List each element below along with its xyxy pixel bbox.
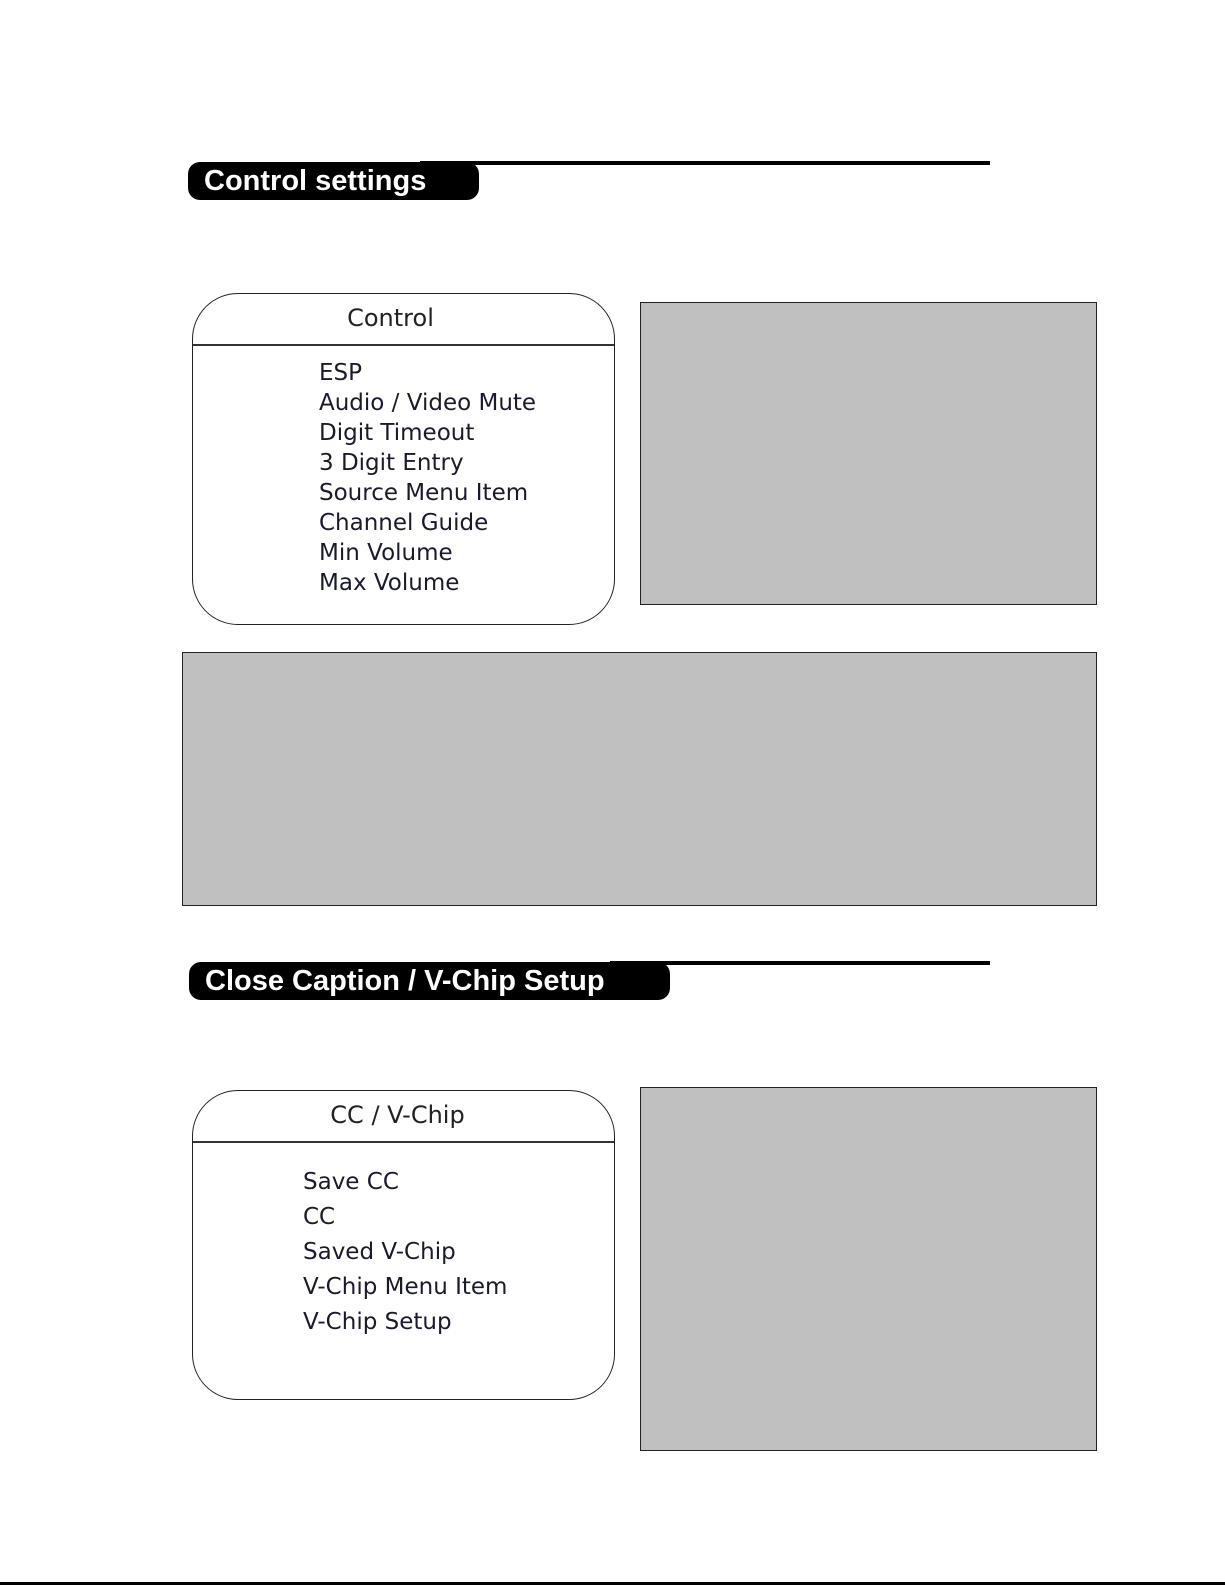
control-details-box	[182, 652, 1097, 906]
menu-item-max-volume[interactable]: Max Volume	[319, 570, 460, 596]
menu-item-save-cc[interactable]: Save CC	[303, 1169, 399, 1195]
menu-item-v-chip-setup[interactable]: V-Chip Setup	[303, 1309, 452, 1335]
menu-item-saved-v-chip[interactable]: Saved V-Chip	[303, 1239, 456, 1265]
section-rule-control	[420, 161, 990, 165]
control-menu-divider	[193, 344, 614, 346]
section-heading-control: Control settings	[188, 162, 479, 200]
control-menu-panel	[192, 293, 615, 625]
menu-item-digit-timeout[interactable]: Digit Timeout	[319, 420, 475, 446]
control-menu-list	[319, 358, 536, 598]
menu-item-source-menu-item[interactable]: Source Menu Item	[319, 480, 529, 506]
control-description-box	[640, 302, 1097, 605]
section-heading-cc-vchip: Close Caption / V-Chip Setup	[189, 962, 670, 1000]
menu-item-v-chip-menu-item[interactable]: V-Chip Menu Item	[303, 1274, 508, 1300]
cc-vchip-menu-title: CC / V-Chip	[330, 1101, 465, 1129]
cc-vchip-menu-panel	[192, 1090, 615, 1400]
menu-item-cc[interactable]: CC	[303, 1204, 336, 1230]
control-menu-title: Control	[347, 304, 434, 332]
menu-item-audio-video-mute[interactable]: Audio / Video Mute	[319, 390, 537, 416]
section-rule-cc-vchip	[610, 961, 990, 965]
menu-item-3-digit-entry[interactable]: 3 Digit Entry	[319, 450, 464, 476]
cc-vchip-menu-divider	[193, 1141, 614, 1143]
cc-vchip-menu-list	[303, 1165, 507, 1340]
cc-vchip-description-box	[640, 1087, 1097, 1451]
menu-item-channel-guide[interactable]: Channel Guide	[319, 510, 489, 536]
menu-item-esp[interactable]: ESP	[319, 360, 363, 386]
menu-item-min-volume[interactable]: Min Volume	[319, 540, 453, 566]
